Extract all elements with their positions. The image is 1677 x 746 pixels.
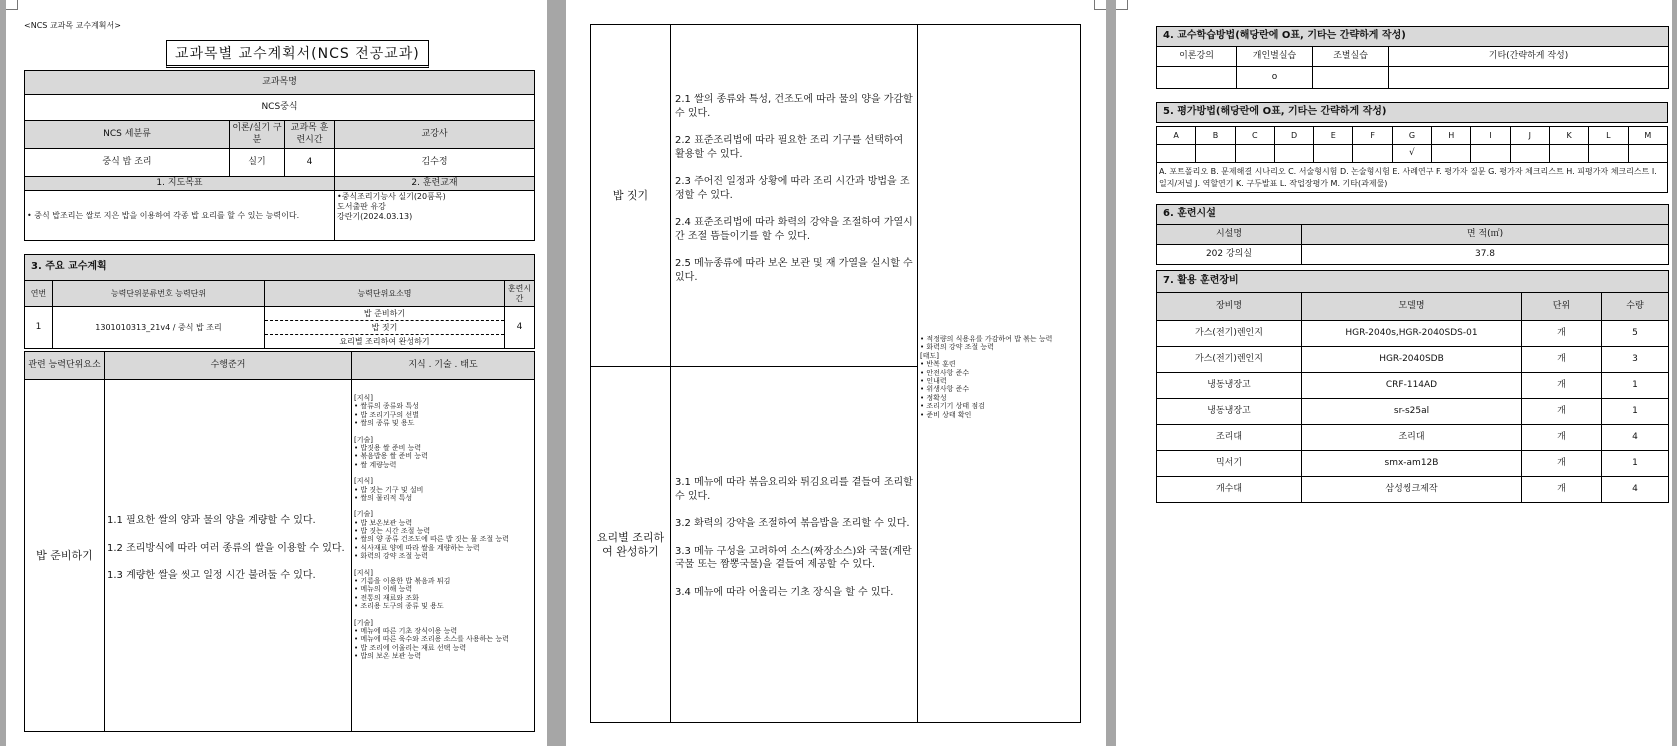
equip-unit: 개: [1522, 425, 1602, 451]
textbook-line: 도서출판 유강: [337, 202, 386, 212]
method-col: 이론강의: [1157, 47, 1237, 67]
eval-val: [1628, 145, 1667, 163]
ksa-line: • 식사재료 양에 따라 쌀을 계량하는 능력: [354, 543, 480, 552]
equip-qty: 1: [1602, 373, 1669, 399]
detail-table: [24, 351, 535, 732]
eval-col: J: [1510, 127, 1549, 145]
eval-col: H: [1432, 127, 1471, 145]
equip-qty: 3: [1602, 347, 1669, 373]
criterion: 1.1 필요한 쌀의 양과 물의 양을 계량할 수 있다.: [107, 515, 316, 527]
method-header: 4. 교수학습방법(해당란에 O표, 기타는 간략하게 작성): [1157, 27, 1669, 47]
method-col: 개인별실습: [1237, 47, 1313, 67]
equipment-header: 7. 활용 훈련장비: [1157, 271, 1669, 293]
textbook-header: 2. 훈련교재: [335, 177, 535, 191]
col-hours: 교과목 훈련시간: [285, 121, 335, 149]
equip-col: 모델명: [1302, 293, 1522, 321]
equip-unit: 개: [1522, 451, 1602, 477]
info-table: [24, 70, 535, 241]
method-val: [1157, 67, 1237, 89]
ksa-line: • 쌀류의 종류와 특성: [354, 402, 419, 411]
eval-val: [1471, 145, 1510, 163]
ksa-line: • 볶음밥용 쌀 준비 능력: [354, 452, 428, 461]
ksa-line: [기술]: [354, 435, 373, 444]
detail-criteria: [105, 380, 352, 732]
equip-model: smx-am12B: [1302, 451, 1522, 477]
plan-table: [24, 254, 535, 349]
criterion: 3.2 화력의 강약을 조절하여 볶음밥을 조리할 수 있다.: [675, 518, 910, 529]
equip-col: 장비명: [1157, 293, 1302, 321]
eval-vals-row: [1157, 145, 1668, 163]
ksa-line: • 적정량의 식용유를 가감하여 밥 볶는 능력: [920, 335, 1053, 343]
eval-val: [1510, 145, 1549, 163]
eval-col: K: [1549, 127, 1588, 145]
eval-col: G: [1392, 127, 1431, 145]
ksa-line: • 밥 보온보관 능력: [354, 518, 413, 527]
ksa-line: • 조리기기 상태 점검: [920, 402, 985, 411]
ksa-line: • 반복 훈련: [920, 360, 956, 369]
plan-col-code: 능력단위분류번호 능력단위: [53, 281, 265, 307]
criterion: 2.4 표준조리법에 따라 화력의 강약을 조절하여 가열시간 조절 뜸들이기를 할 수 있다.: [675, 217, 913, 242]
eval-col: M: [1628, 127, 1667, 145]
ksa-line: • 인내력: [920, 376, 947, 385]
ksa-line: • 준비 상태 확인: [920, 410, 972, 419]
eval-val: [1589, 145, 1628, 163]
ksa-line: • 정확성: [920, 393, 947, 402]
page-3: [1116, 0, 1672, 746]
detail-element: 밥 준비하기: [25, 380, 105, 732]
eval-val: √: [1392, 145, 1431, 163]
crop-mark: [1094, 0, 1106, 10]
eval-val: [1314, 145, 1353, 163]
eval-col: I: [1471, 127, 1510, 145]
detail-col-element: 관련 능력단위요소: [25, 352, 105, 380]
criterion: 2.5 메뉴종류에 따라 보온 보관 및 재 가열을 실시할 수 있다.: [675, 258, 913, 283]
method-val: [1313, 67, 1389, 89]
ksa-line: • 전통의 재료와 조화: [354, 593, 419, 602]
facility-col: 시설명: [1157, 225, 1302, 245]
method-col: 조별실습: [1313, 47, 1389, 67]
table-row: [1157, 477, 1669, 503]
ksa-line: • 화력의 강약 조절 능력: [920, 343, 994, 352]
ksa-line: [기술]: [354, 510, 373, 519]
ksa-line: • 밥 짓는 기구 및 설비: [354, 485, 424, 494]
ksa-line: [지식]: [354, 394, 373, 402]
table-row: [1157, 347, 1669, 373]
goal-header: 1. 지도목표: [25, 177, 335, 191]
criterion: 3.4 메뉴에 따라 어울리는 기초 장식을 할 수 있다.: [675, 586, 894, 598]
eval-col: B: [1196, 127, 1235, 145]
plan-code: 1301010313_21v4 / 중식 밥 조리: [53, 307, 265, 349]
ksa-line: • 밥 짓는 시간 조절 능력: [354, 527, 431, 536]
plan-no: 1: [25, 307, 53, 349]
eval-val: [1549, 145, 1588, 163]
criteria-table: [590, 24, 1081, 723]
ksa-line: • 메뉴에 따른 기초 장식이용 능력: [354, 626, 458, 635]
eval-table: [1156, 102, 1668, 193]
element-item: 밥 준비하기: [265, 307, 504, 321]
facility-area: 37.8: [1302, 245, 1669, 265]
eval-val: [1235, 145, 1274, 163]
crop-mark: [1116, 0, 1128, 10]
ksa-line: [태도]: [920, 351, 939, 360]
equip-unit: 개: [1522, 477, 1602, 503]
page-1: [6, 0, 547, 746]
doc-label: <NCS 교과목 교수계획서>: [24, 21, 121, 30]
facility-table: [1156, 204, 1669, 265]
table-row: [1157, 399, 1669, 425]
criteria-cook-rice: [671, 25, 918, 367]
crop-mark: [6, 0, 18, 10]
textbook-line: •중식조리기능사 실기(20품목): [337, 192, 446, 202]
equipment-table: [1156, 270, 1669, 503]
equip-model: CRF-114AD: [1302, 373, 1522, 399]
eval-val: [1432, 145, 1471, 163]
goal-text: • 중식 밥조리는 쌀로 지은 밥을 이용하여 각종 밥 요리를 할 수 있는 능력이다.: [25, 191, 335, 241]
ksa-line: • 안전사항 준수: [920, 368, 970, 377]
equip-unit: 개: [1522, 399, 1602, 425]
ksa-cell: [918, 25, 1081, 723]
criterion: 1.2 조리방식에 따라 여러 종류의 쌀을 이용할 수 있다.: [107, 542, 345, 554]
plan-col-no: 연번: [25, 281, 53, 307]
method-col: 기타(간략하게 작성): [1389, 47, 1669, 67]
eval-val: [1353, 145, 1392, 163]
eval-col: C: [1235, 127, 1274, 145]
page-2: [566, 0, 1106, 746]
criteria-complete-dish: [671, 367, 918, 723]
equip-name: 냉동냉장고: [1157, 399, 1302, 425]
element-complete-dish: 요리별 조리하여 완성하기: [591, 367, 671, 723]
facility-name: 202 강의실: [1157, 245, 1302, 265]
equip-name: 가스(전기)렌인지: [1157, 321, 1302, 347]
facility-header: 6. 훈련시설: [1157, 205, 1669, 225]
equip-qty: 4: [1602, 477, 1669, 503]
ksa-line: • 쌀의 양 종류 건조도에 따른 밥 짓는 물 조절 능력: [354, 535, 509, 544]
subject-header: 교과목명: [25, 71, 535, 95]
table-row: [1157, 451, 1669, 477]
ksa-line: • 화력의 강약 조절 능력: [354, 552, 428, 561]
detail-col-ksa: 지식 . 기술 . 태도: [352, 352, 535, 380]
instructor-value: 김수정: [335, 149, 535, 177]
facility-col: 면 적(㎡): [1302, 225, 1669, 245]
eval-col: L: [1589, 127, 1628, 145]
ksa-line: • 쌀의 물리적 특성: [354, 493, 413, 502]
equip-qty: 5: [1602, 321, 1669, 347]
ksa-line: [지식]: [354, 477, 373, 486]
textbook-line: 강란기(2024.03.13): [337, 212, 413, 222]
equip-name: 가스(전기)렌인지: [1157, 347, 1302, 373]
equip-name: 냉동냉장고: [1157, 373, 1302, 399]
element-item: 밥 짓기: [265, 321, 504, 335]
table-row: [1157, 373, 1669, 399]
equip-model: sr-s25al: [1302, 399, 1522, 425]
ksa-line: • 조리용 도구의 종류 및 용도: [354, 602, 444, 611]
eval-col: A: [1157, 127, 1196, 145]
ksa-line: • 위생사항 준수: [920, 385, 970, 394]
ksa-line: [기술]: [354, 618, 373, 627]
equip-unit: 개: [1522, 347, 1602, 373]
plan-col-element: 능력단위요소명: [265, 281, 505, 307]
criterion: 1.3 계량한 쌀을 씻고 일정 시간 불려둘 수 있다.: [107, 570, 316, 582]
subject-name: NCS중식: [25, 95, 535, 121]
equip-qty: 1: [1602, 399, 1669, 425]
page-title: 교과목별 교수계획서(NCS 전공교과): [166, 40, 429, 68]
eval-val: [1157, 145, 1196, 163]
table-row: [1157, 321, 1669, 347]
theory-value: 실기: [230, 149, 285, 177]
eval-col: F: [1353, 127, 1392, 145]
col-theory: 이론/실기 구분: [230, 121, 285, 149]
method-val: [1389, 67, 1669, 89]
ksa-line: • 메뉴의 이해 능력: [354, 585, 413, 594]
textbook-list: [335, 191, 535, 241]
detail-ksa: [352, 380, 535, 732]
equip-unit: 개: [1522, 373, 1602, 399]
plan-elements: [265, 307, 505, 349]
eval-col: D: [1274, 127, 1313, 145]
method-val: o: [1237, 67, 1313, 89]
equip-model: HGR-2040SDB: [1302, 347, 1522, 373]
equip-unit: 개: [1522, 321, 1602, 347]
criterion: 2.2 표준조리법에 따라 필요한 조리 기구를 선택하여 활용할 수 있다.: [675, 135, 904, 160]
hours-value: 4: [285, 149, 335, 177]
col-ncs-class: NCS 세분류: [25, 121, 230, 149]
equip-name: 개수대: [1157, 477, 1302, 503]
element-item: 요리별 조리하여 완성하기: [339, 337, 430, 346]
equip-model: 조리대: [1302, 425, 1522, 451]
ksa-line: • 쌀의 종류 및 용도: [354, 419, 415, 428]
eval-col: E: [1314, 127, 1353, 145]
plan-hours: 4: [505, 307, 535, 349]
criterion: 2.3 주어진 일정과 상황에 따라 조리 시간과 방법을 조정할 수 있다.: [675, 176, 910, 201]
ksa-line: • 밥 조리기구의 선별: [354, 410, 419, 419]
col-instructor: 교강사: [335, 121, 535, 149]
ksa-line: • 기름을 이용한 밥 볶음과 튀김: [354, 577, 451, 586]
ksa-line: • 쌀 계량능력: [354, 460, 397, 469]
equip-model: HGR-2040s,HGR-2040SDS-01: [1302, 321, 1522, 347]
equip-qty: 4: [1602, 425, 1669, 451]
ksa-line: [지식]: [354, 568, 373, 577]
table-row: [1157, 425, 1669, 451]
ksa-line: • 밥 조리에 어울리는 재료 선택 능력: [354, 643, 467, 652]
equip-model: 삼성씽크제작: [1302, 477, 1522, 503]
ncs-class-value: 중식 밥 조리: [25, 149, 230, 177]
criterion: 3.1 메뉴에 따라 볶음요리와 튀김요리를 곁들여 조리할 수 있다.: [675, 477, 913, 502]
ksa-line: • 밥의 보온 보관 능력: [354, 652, 422, 661]
eval-val: [1196, 145, 1235, 163]
eval-header: 5. 평가방법(해당란에 O표, 기타는 간략하게 작성): [1157, 103, 1668, 123]
method-table: [1156, 26, 1669, 89]
equip-col: 수량: [1602, 293, 1669, 321]
eval-legend: A. 포트폴리오 B. 문제해결 시나리오 C. 서술형시험 D. 논술형시험 E. 사례연구 F. 평가자 질문 G. 평가자 체크리스트 H. 피평가자 체크리스트 I. 일지/저널 J. 역할연기 K. 구두발표 L. 작업장평가 M. 기타(과제물): [1157, 163, 1668, 193]
ksa-line: • 밥짓용 쌀 준비 능력: [354, 443, 422, 452]
detail-col-criteria: 수행준거: [105, 352, 352, 380]
eval-val: [1274, 145, 1313, 163]
equip-name: 믹서기: [1157, 451, 1302, 477]
equip-name: 조리대: [1157, 425, 1302, 451]
equip-qty: 1: [1602, 451, 1669, 477]
element-cook-rice: 밥 짓기: [591, 25, 671, 367]
criterion: 3.3 메뉴 구성을 고려하여 소스(짜장소스)와 국물(계란 국물 또는 짬뽕국물)을 곁들여 제공할 수 있다.: [675, 545, 912, 570]
ksa-line: • 메뉴에 따른 육수와 조리용 소스를 사용하는 능력: [354, 635, 509, 644]
eval-cols-row: [1157, 127, 1668, 145]
equip-col: 단위: [1522, 293, 1602, 321]
plan-header: 3. 주요 교수계획: [25, 255, 535, 281]
criterion: 2.1 쌀의 종류와 특성, 건조도에 따라 물의 양을 가감할 수 있다.: [675, 94, 913, 119]
plan-col-hours: 훈련시간: [505, 281, 535, 307]
